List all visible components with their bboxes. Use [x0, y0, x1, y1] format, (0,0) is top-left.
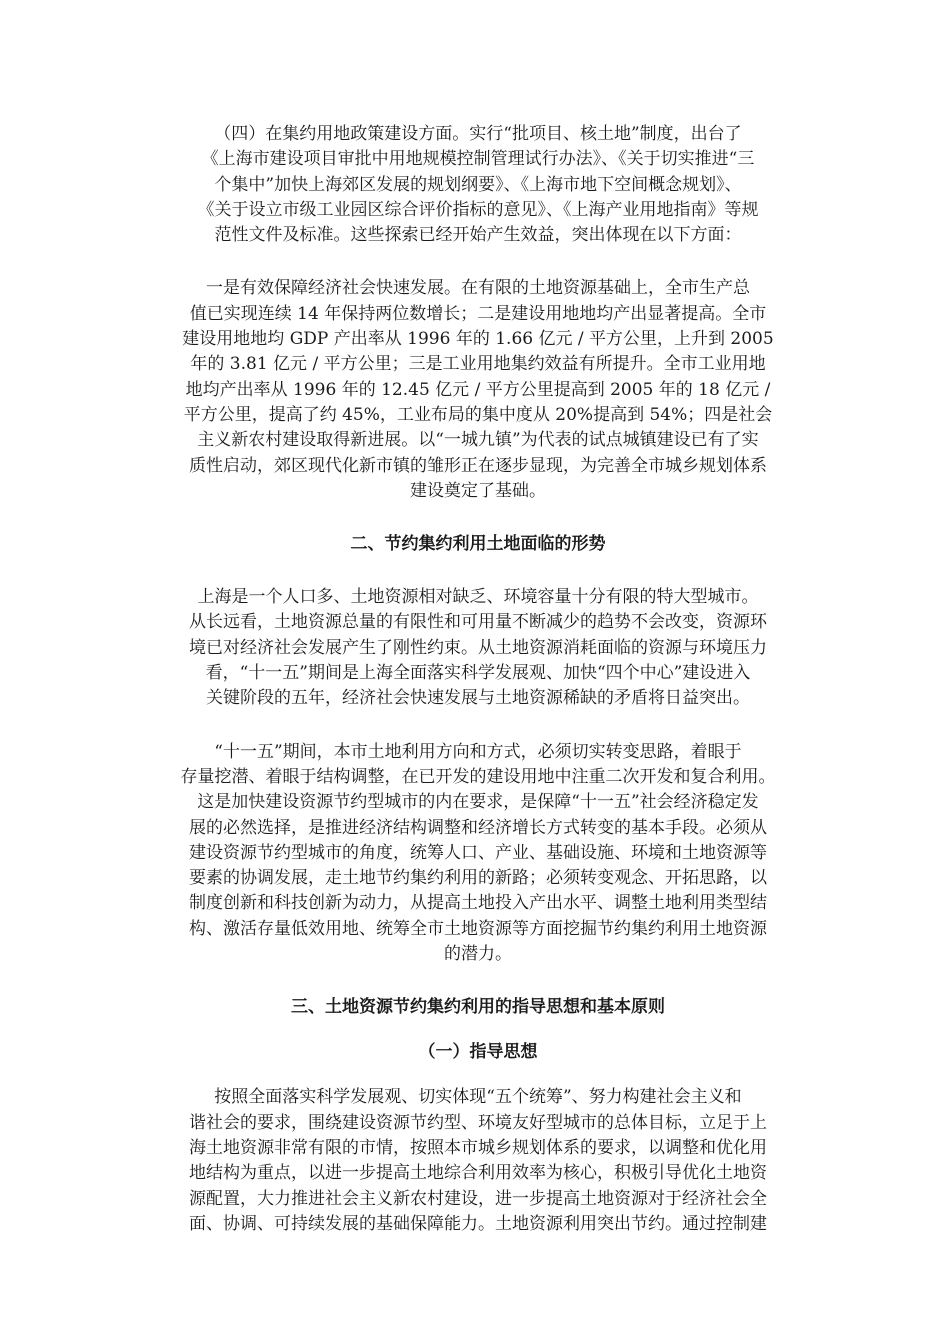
- text-line: 质性启动，郊区现代化新市镇的雏形正在逐步显现，为完善全市城乡规划体系: [189, 455, 767, 476]
- text-line: 年的 3.81 亿元 / 平方公里；三是工业用地集约效益有所提升。全市工业用地: [190, 354, 766, 375]
- text-line: （四）在集约用地政策建设方面。实行“批项目、核土地”制度，出台了: [214, 124, 742, 144]
- text-line: 《关于设立市级工业园区综合评价指标的意见》、《上海产业用地指南》等规: [197, 199, 759, 220]
- text-line: 上海是一个人口多、土地资源相对缺乏、环境容量十分有限的特大型城市。: [197, 587, 759, 608]
- text-line: 值已实现连续 14 年保持两位数增长；二是建设用地地均产出显著提高。全市: [189, 303, 767, 324]
- text-line: 个集中”加快上海郊区发展的规划纲要》、《上海市地下空间概念规划》、: [214, 174, 742, 195]
- paragraph-shanghai-situation: [148, 585, 808, 711]
- paragraph-spacer: [148, 557, 808, 585]
- text-line: 制度创新和科技创新为动力，从提高土地投入产出水平、调整土地利用类型结: [189, 893, 767, 914]
- text-line: 建设用地地均 GDP 产出率从 1996 年的 1.66 亿元 / 平方公里，上升到 2005: [182, 329, 774, 350]
- paragraph-spacer: [148, 504, 808, 532]
- paragraph-spacer: [148, 712, 808, 740]
- text-line: 展的必然选择，是推进经济结构调整和经济增长方式转变的基本手段。必须从: [189, 817, 767, 838]
- text-line: 按照全面落实科学发展观、切实体现“五个统筹”、努力构建社会主义和: [214, 1087, 742, 1108]
- paragraph-achievements: [148, 276, 808, 504]
- text-line: 要素的协调发展，走土地节约集约利用的新路；必须转变观念、开拓思路，以: [189, 868, 767, 889]
- text-line: 建设资源节约型城市的角度，统筹人口、产业、基础设施、环境和土地资源等: [189, 842, 767, 863]
- text-line: 关键阶段的五年，经济社会快速发展与土地资源稀缺的矛盾将日益突出。: [206, 688, 750, 709]
- text-line: 建设奠定了基础。: [410, 480, 546, 501]
- text-line: 范性文件及标准。这些探索已经开始产生效益，突出体现在以下方面：: [214, 225, 742, 246]
- section-heading-guiding-principles: 三、土地资源节约集约利用的指导思想和基本原则: [291, 997, 665, 1018]
- text-line: 《上海市建设项目审批中用地规模控制管理试行办法》、《关于切实推进“三: [201, 149, 755, 170]
- text-line: 这是加快建设资源节约型城市的内在要求，是保障“十一五”社会经济稳定发: [197, 792, 759, 813]
- paragraph-eleventh-five-year: [148, 740, 808, 968]
- paragraph-guiding-ideology: [148, 1085, 808, 1237]
- text-line: 一是有效保障经济社会快速发展。在有限的土地资源基础上，全市生产总: [206, 278, 750, 299]
- section-heading-situation: 二、节约集约利用土地面临的形势: [350, 534, 606, 555]
- paragraph-spacer: [148, 1065, 808, 1085]
- text-line: “十一五”期间，本市土地利用方向和方式，必须切实转变思路，着眼于: [214, 741, 742, 762]
- text-line: 构、激活存量低效用地、统筹全市土地资源等方面挖掘节约集约利用土地资源: [189, 918, 767, 939]
- text-line: 源配置，大力推进社会主义新农村建设，进一步提高土地资源对于经济社会全: [189, 1188, 767, 1209]
- text-line: 的潜力。: [444, 944, 512, 965]
- subsection-heading-guiding-ideology: （一）指导思想: [418, 1042, 538, 1063]
- document-page: [148, 122, 808, 1237]
- text-line: 地结构为重点，以进一步提高土地综合利用效率为核心，积极引导优化土地资: [189, 1163, 767, 1184]
- text-line: 从长远看，土地资源总量的有限性和可用量不断减少的趋势不会改变，资源环: [189, 612, 767, 633]
- text-line: 看，“十一五”期间是上海全面落实科学发展观、加快“四个中心”建设进入: [205, 663, 751, 684]
- paragraph-spacer: [148, 1020, 808, 1040]
- paragraph-intensive-land-policy: [148, 122, 808, 248]
- text-line: 平方公里，提高了约 45%，工业布局的集中度从 20%提高到 54%；四是社会: [183, 404, 773, 425]
- paragraph-spacer: [148, 967, 808, 995]
- text-line: 谐社会的要求，围绕建设资源节约型、环境友好型城市的总体目标，立足于上: [189, 1112, 767, 1133]
- text-line: 主义新农村建设取得新进展。以“一城九镇”为代表的试点城镇建设已有了实: [197, 430, 759, 451]
- text-line: 存量挖潜、着眼于结构调整，在已开发的建设用地中注重二次开发和复合利用。: [180, 766, 776, 787]
- paragraph-spacer: [148, 248, 808, 276]
- text-line: 面、协调、可持续发展的基础保障能力。土地资源利用突出节约。通过控制建: [189, 1213, 767, 1234]
- text-line: 海土地资源非常有限的市情，按照本市城乡规划体系的要求，以调整和优化用: [189, 1137, 767, 1158]
- text-line: 境已对经济社会发展产生了刚性约束。从土地资源消耗面临的资源与环境压力: [189, 637, 767, 658]
- text-line: 地均产出率从 1996 年的 12.45 亿元 / 平方公里提高到 2005 年的 18 亿元 /: [185, 379, 771, 400]
